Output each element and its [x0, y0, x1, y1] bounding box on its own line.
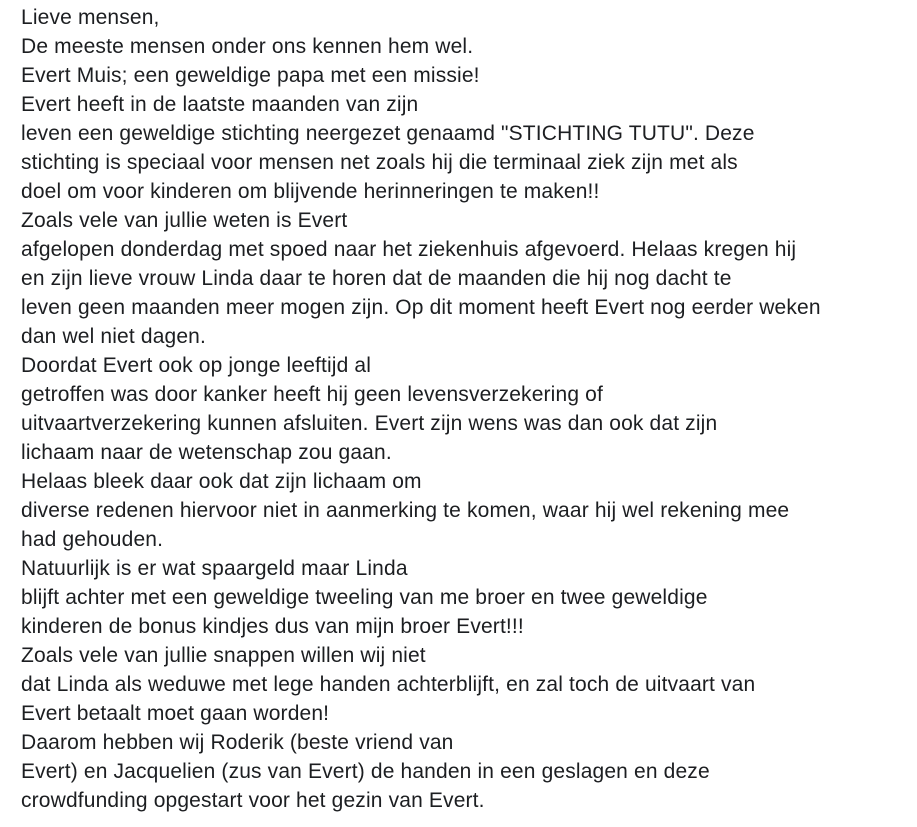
text-line: dan wel niet dagen. — [21, 325, 206, 348]
text-line: blijft achter met een geweldige tweeling van me broer en twee geweldige — [21, 586, 708, 609]
text-line: en zijn lieve vrouw Linda daar te horen dat de maanden die hij nog dacht te — [21, 267, 732, 290]
text-line: Evert betaalt moet gaan worden! — [21, 702, 330, 725]
text-line: stichting is speciaal voor mensen net zoals hij die terminaal ziek zijn met als — [21, 151, 738, 174]
text-line: had gehouden. — [21, 528, 164, 551]
text-line: De meeste mensen onder ons kennen hem wel. — [21, 35, 474, 58]
text-line: diverse redenen hiervoor niet in aanmerking te komen, waar hij wel rekening mee — [21, 499, 790, 522]
text-line: kinderen de bonus kindjes dus van mijn broer Evert!!! — [21, 615, 524, 638]
text-line: crowdfunding opgestart voor het gezin van Evert. — [21, 789, 485, 812]
text-line: Zoals vele van jullie snappen willen wij niet — [21, 644, 426, 667]
text-line: Evert Muis; een geweldige papa met een missie! — [21, 64, 480, 87]
text-line: uitvaartverzekering kunnen afsluiten. Evert zijn wens was dan ook dat zijn — [21, 412, 718, 435]
text-line: getroffen was door kanker heeft hij geen levensverzekering of — [21, 383, 603, 406]
text-line: Daarom hebben wij Roderik (beste vriend van — [21, 731, 454, 754]
text-line: Lieve mensen, — [21, 6, 160, 29]
text-line: dat Linda als weduwe met lege handen achterblijft, en zal toch de uitvaart van — [21, 673, 756, 696]
text-line: afgelopen donderdag met spoed naar het ziekenhuis afgevoerd. Helaas kregen hij — [21, 238, 797, 261]
text-line: Evert heeft in de laatste maanden van zijn — [21, 93, 419, 116]
text-line: Zoals vele van jullie weten is Evert — [21, 209, 348, 232]
text-line: Evert) en Jacquelien (zus van Evert) de handen in een geslagen en deze — [21, 760, 710, 783]
text-line: leven een geweldige stichting neergezet genaamd "STICHTING TUTU". Deze — [21, 122, 755, 145]
post-body — [21, 3, 913, 815]
text-line: doel om voor kinderen om blijvende herinneringen te maken!! — [21, 180, 600, 203]
text-line: Natuurlijk is er wat spaargeld maar Linda — [21, 557, 408, 580]
text-line: Helaas bleek daar ook dat zijn lichaam om — [21, 470, 422, 493]
text-line: leven geen maanden meer mogen zijn. Op dit moment heeft Evert nog eerder weken — [21, 296, 821, 319]
text-line: Doordat Evert ook op jonge leeftijd al — [21, 354, 372, 377]
text-line: lichaam naar de wetenschap zou gaan. — [21, 441, 392, 464]
